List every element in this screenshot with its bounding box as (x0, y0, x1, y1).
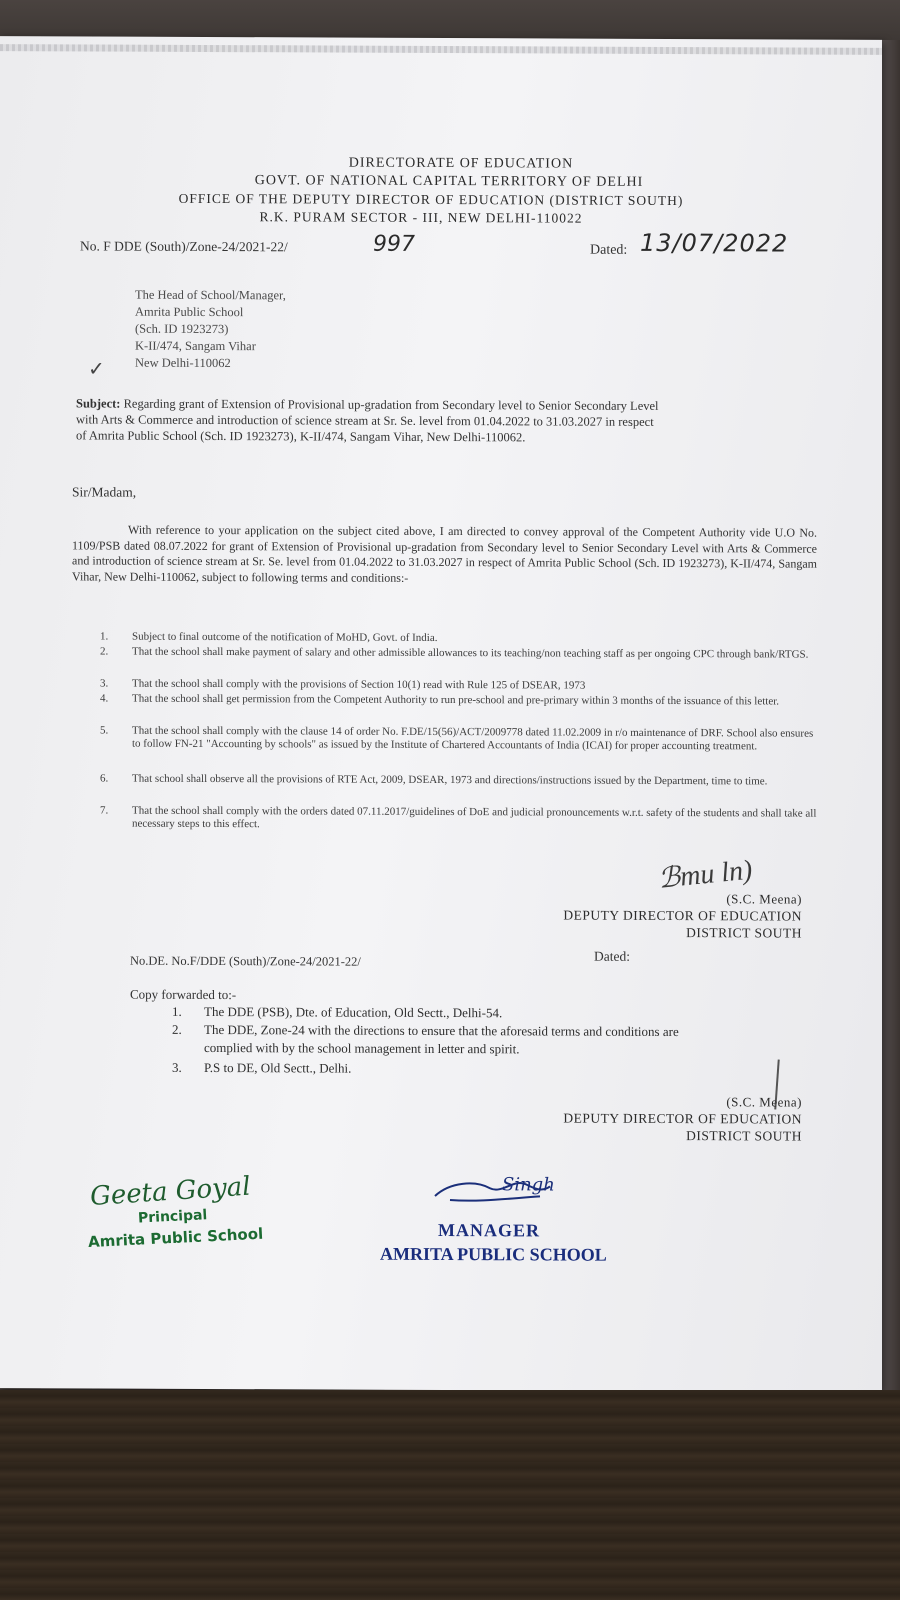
handwritten-date: 13/07/2022 (640, 228, 789, 258)
manager-title: MANAGER (438, 1219, 540, 1241)
body-paragraph: With reference to your application on the subject cited above, I am directed to convey approval of the Competent Authority vide U.O No. 1109/PSB dated 08.07.2022 for grant of Extension of Provisional up-gradation from Secondary level to Senior Secondary Level with Arts & Commerce and introduction of science stream at Sr. Se. level from 01.04.2022 to 31.03.2027 in respect of Amrita Public School (Sch. ID 1923273), K-II/474, Sangam Vihar, New Delhi-110062, subject to following terms and conditions:- (72, 522, 817, 585)
condition-item (100, 772, 820, 788)
signatory-district: DISTRICT SOUTH (686, 925, 802, 941)
copy-item-number: 1. (172, 1003, 182, 1019)
copy-item-number: 3. (172, 1059, 182, 1075)
condition-number: 6. (100, 772, 109, 785)
header-line-4: R.K. PURAM SECTOR - III, NEW DELHI-110022 (259, 209, 583, 226)
signature-scribble: ℬmu ln) (656, 854, 754, 895)
desk-background-top (0, 0, 900, 40)
principal-signature: Geeta Goyal (89, 1171, 252, 1213)
copy-reference-number: No.DE. No.F/DDE (South)/Zone-24/2021-22/ (130, 953, 361, 969)
subject-line: of Amrita Public School (Sch. ID 1923273), K-II/474, Sangam Vihar, New Delhi-110062. (76, 428, 526, 445)
condition-item (100, 724, 820, 753)
condition-number: 7. (100, 804, 109, 817)
addressee-line: The Head of School/Manager, (135, 287, 286, 303)
signatory-title: DEPUTY DIRECTOR OF EDUCATION (563, 1110, 802, 1127)
letter-page (0, 36, 882, 1392)
condition-number: 4. (100, 692, 109, 705)
condition-text: Subject to final outcome of the notification of MoHD, Govt. of India. (132, 630, 438, 644)
condition-number: 2. (100, 645, 109, 658)
condition-number: 3. (100, 677, 109, 690)
condition-number: 5. (100, 724, 109, 737)
condition-text: That the school shall comply with the orders dated 07.11.2017/guidelines of DoE and judicial pronouncements w.r.t. safety of the students and shall take all necessary steps to this effect. (132, 804, 817, 831)
condition-item (100, 677, 820, 692)
condition-text: That school shall observe all the provisions of RTE Act, 2009, DSEAR, 1973 and directions/instructions issued by the Department, time to time. (132, 772, 768, 788)
manager-signature (430, 1174, 570, 1218)
addressee-line: Amrita Public School (135, 304, 244, 320)
subject-line: with Arts & Commerce and introduction of science stream at Sr. Se. level from 01.04.2022 to 31.03.2027 in respect (76, 412, 654, 429)
copy-dated-label: Dated: (594, 948, 630, 964)
signatory-name: (S.C. Meena) (726, 891, 802, 907)
copy-forwarded-heading: Copy forwarded to:- (130, 986, 237, 1003)
condition-item (100, 630, 820, 644)
paper-top-edge (0, 44, 882, 55)
reference-number: No. F DDE (South)/Zone-24/2021-22/ (80, 238, 288, 255)
signatory-name: (S.C. Meena) (726, 1094, 802, 1110)
signatory-district: DISTRICT SOUTH (686, 1128, 802, 1144)
copy-item-text: The DDE, Zone-24 with the directions to ensure that the aforesaid terms and conditions are (204, 1021, 679, 1040)
salutation: Sir/Madam, (72, 484, 137, 500)
addressee-line: (Sch. ID 1923273) (135, 321, 229, 337)
paper-edge-shadow (882, 40, 900, 1390)
subject-text: Regarding grant of Extension of Provisional up-gradation from Secondary level to Senior Secondary Level (123, 396, 659, 413)
manager-school-name: AMRITA PUBLIC SCHOOL (380, 1243, 607, 1265)
signatory-title: DEPUTY DIRECTOR OF EDUCATION (563, 907, 802, 924)
subject-label: Subject: (76, 396, 121, 411)
subject-line (76, 396, 816, 414)
copy-item-text: P.S to DE, Old Sectt., Delhi. (204, 1059, 352, 1076)
addressee-line: New Delhi-110062 (135, 355, 231, 371)
addressee-line: K-II/474, Sangam Vihar (135, 338, 256, 354)
header-line-1: DIRECTORATE OF EDUCATION (348, 155, 574, 172)
condition-text: That the school shall get permission from the Competent Authority to run pre-school and pre-primary within 3 months of the issuance of this letter. (132, 692, 780, 708)
handwritten-reference-number: 997 (373, 231, 415, 257)
principal-title: Principal (137, 1207, 208, 1227)
header-line-3: OFFICE OF THE DEPUTY DIRECTOR OF EDUCATION (DISTRICT SOUTH) (178, 190, 684, 209)
desk-background-bottom (0, 1390, 900, 1600)
principal-school-name: Amrita Public School (87, 1224, 264, 1252)
condition-item (100, 804, 820, 831)
condition-text: That the school shall make payment of salary and other admissible allowances to its teaching/non teaching staff as per ongoing CPC through bank/RTGS. (132, 645, 809, 661)
tick-mark-icon: ✓ (88, 358, 105, 381)
condition-text: That the school shall comply with the provisions of Section 10(1) read with Rule 125 of DSEAR, 1973 (132, 677, 586, 692)
condition-number: 1. (100, 630, 109, 643)
header-line-2: GOVT. OF NATIONAL CAPITAL TERRITORY OF DELHI (254, 173, 644, 190)
copy-item-number: 2. (172, 1021, 182, 1037)
manager-signature-text: Singh (502, 1174, 555, 1196)
condition-text: That the school shall comply with the clause 14 of order No. F.DE/15(56)/ACT/2009778 dated 11.02.2009 in r/o maintenance of DRF. School also ensures to follow FN-21 "Accounting by schools" as issued by the Institute of Chartered Accountants of India (ICAI) for proper accounting treatment. (132, 724, 814, 753)
dated-label: Dated: (590, 242, 628, 258)
copy-item-text: complied with by the school management in letter and spirit. (204, 1039, 520, 1057)
copy-item-text: The DDE (PSB), Dte. of Education, Old Sectt., Delhi-54. (204, 1003, 503, 1021)
